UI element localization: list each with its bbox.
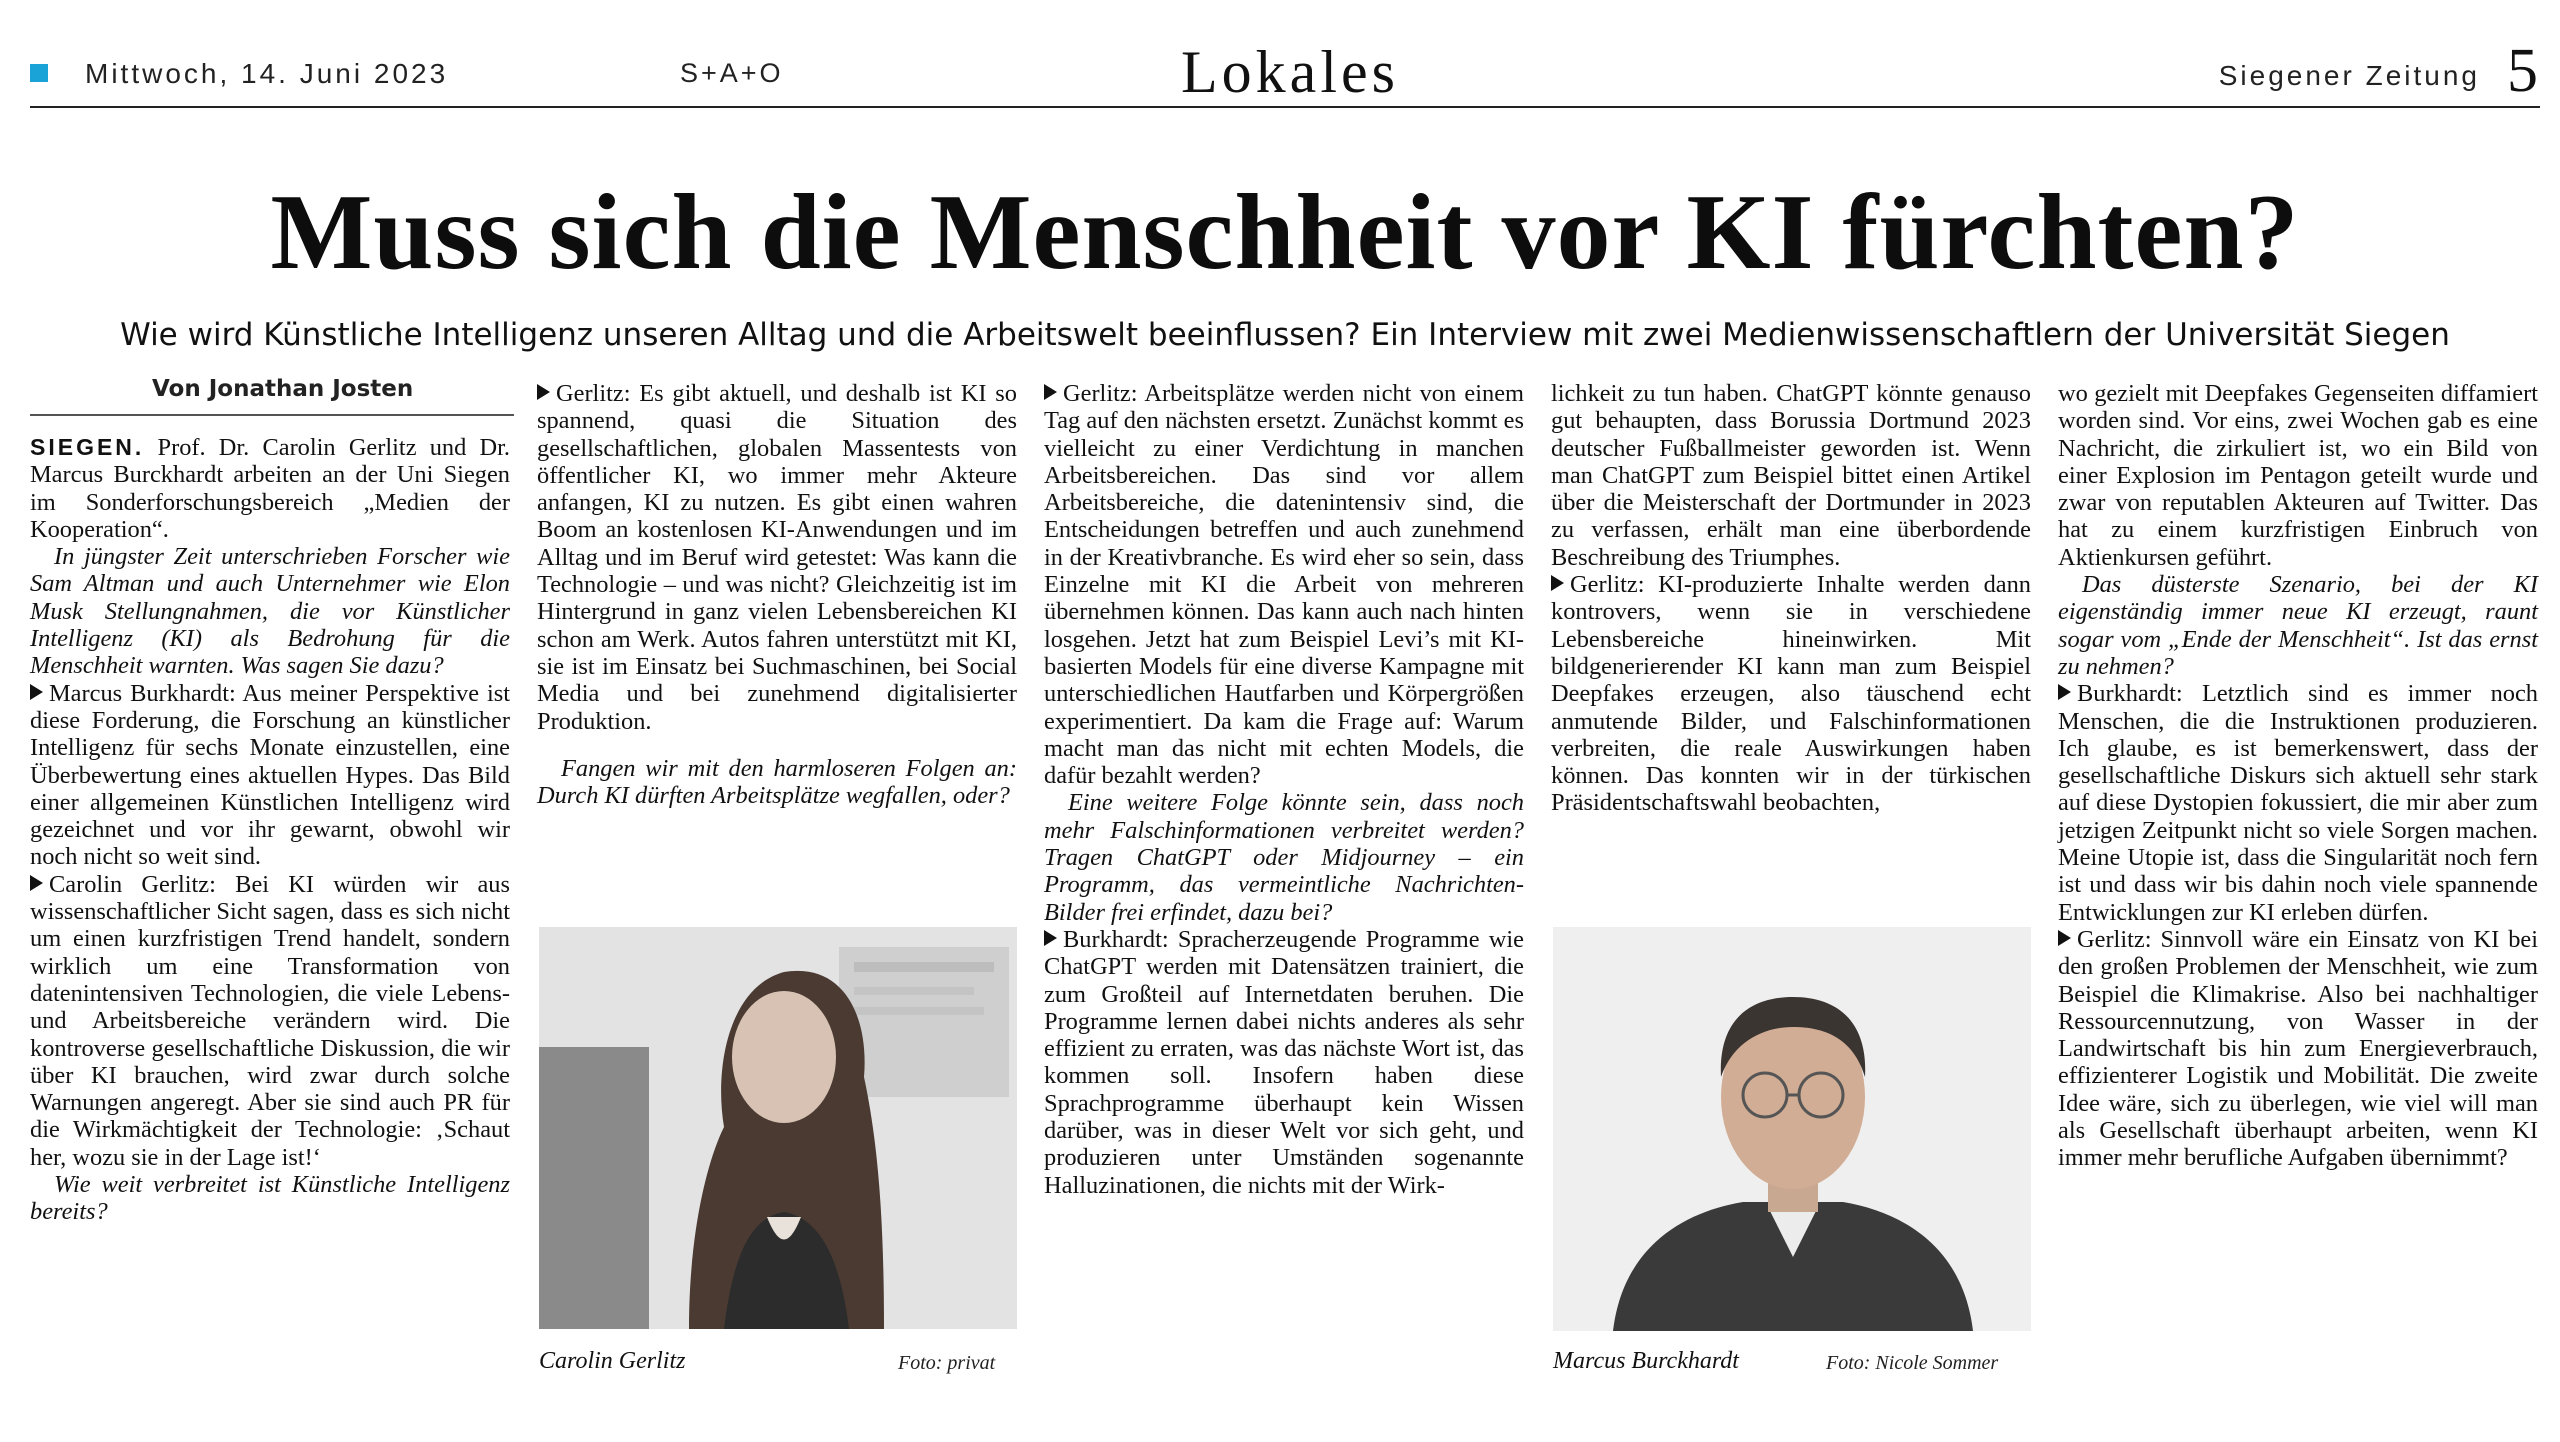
continuation-text: lichkeit zu tun haben. ChatGPT könnte genauso gut behaupten, dass Borussia Dortmund 2023 deutscher Fußballmeister geworden ist. Wenn man ChatGPT zum Beispiel bittet einen Artikel über die Meisterschaft der Dortmunder in 2023 zu verfassen, erhält man eine überbordende Beschreibung des Triumphes. bbox=[1551, 380, 2031, 571]
interview-answer bbox=[30, 680, 510, 871]
answer-text: Marcus Burkhardt: Aus meiner Perspektive ist diese Forderung, die Forschung an künstlicher Intelligenz für sechs Monate einzustellen, eine Überbewertung eines aktuellen Hypes. Das Bild einer allgemeinen Künstlichen Intelligenz wird gezeichnet und vor ihr gewarnt, obwohl wir noch nicht so weit sind. bbox=[30, 679, 510, 871]
interview-answer bbox=[2058, 680, 2538, 926]
byline: Von Jonathan Josten bbox=[152, 376, 414, 402]
article-column-2 bbox=[537, 380, 1017, 809]
portrait-photo-gerlitz bbox=[539, 927, 1017, 1329]
photo-credit: Foto: privat bbox=[898, 1352, 996, 1374]
interview-answer bbox=[2058, 926, 2538, 1172]
article-column-1 bbox=[30, 434, 510, 1226]
interview-question: Wie weit verbreitet ist Künstliche Intelligenz bereits? bbox=[30, 1171, 510, 1226]
article-column-5 bbox=[2058, 380, 2538, 1172]
dateline: SIEGEN. bbox=[30, 434, 145, 460]
portrait-illustration bbox=[539, 927, 1017, 1329]
answer-text: Burkhardt: Letztlich sind es immer noch Menschen, die die Instruktionen produzieren. Ich glaube, es ist bemerkenswert, dass der gesellschaftliche Diskurs sich aktuell sehr stark auf diese Dystopien fokussiert, die mir aber zum jetzigen Zeitpunkt nicht so viele Sorgen machen. Meine Utopie ist, dass die Singularität noch fern ist und dass wir bis dahin noch viele spannende Entwicklungen zur KI erleben dürfen. bbox=[2058, 680, 2538, 926]
lead-text: Prof. Dr. Carolin Gerlitz und Dr. Marcus Burckhardt arbeiten an der Uni Siegen im Sonderforschungsbereich „Medien der Kooperation“. bbox=[30, 434, 510, 543]
issue-date: Mittwoch, 14. Juni 2023 bbox=[85, 58, 449, 89]
portrait-photo-burckhardt bbox=[1553, 927, 2031, 1331]
continuation-text: wo gezielt mit Deepfakes Gegenseiten diffamiert worden sind. Vor eins, zwei Wochen gab es eine Nachricht, die zirkuliert ist, wo ein Bild von einer Explosion im Pentagon geteilt wurde und zwar von reputablen Akteuren auf Twitter. Das hat zu einem kurzfristigen Einbruch von Aktienkursen geführt. bbox=[2058, 380, 2538, 571]
photo-credit: Foto: Nicole Sommer bbox=[1826, 1352, 1999, 1374]
answer-marker-icon bbox=[1044, 384, 1057, 400]
article-column-4 bbox=[1551, 380, 2031, 817]
answer-text: Gerlitz: Es gibt aktuell, und deshalb ist KI so spannend, quasi die Situation des gesellschaftlichen, globalen Massentests von öffentlicher KI, wo immer mehr Akteure anfangen, KI zu nutzen. Es gibt einen wahren Boom an kostenlosen KI-Anwendungen und im Alltag und im Beruf wird getestet: Was kann die Technologie – und was nicht? Gleichzeitig ist im Hintergrund in ganz vielen Lebensbereichen KI schon am Werk. Autos fahren unterstützt mit KI, sie ist im Einsatz bei Suchmaschinen, bei Social Media und bei zunehmend digitalisierter Produktion. bbox=[537, 380, 1017, 735]
article-headline: Muss sich die Menschheit vor KI fürchten? bbox=[270, 173, 2300, 292]
portrait-illustration bbox=[1553, 927, 2031, 1331]
article-column-3 bbox=[1044, 380, 1524, 1199]
answer-text: Gerlitz: Arbeitsplätze werden nicht von einem Tag auf den nächsten ersetzt. Zunächst kommt es vielleicht zu einer Verdichtung in manchen Arbeitsbereichen. Das sind vor allem Arbeitsbereiche, die datenintensiv sind, die Entscheidungen betreffen und auch zunehmend in der Kreativbranche. Es wird eher so sein, dass Einzelne mit KI die Arbeit von mehreren übernehmen können. Das kann auch nach hinten losgehen. Jetzt hat zum Beispiel Levi’s mit KI-basierten Models für eine diverse Kampagne mit unterschiedlichen Hautfarben und Körpergrößen experimentiert. Da kam die Frage auf: Warum macht man das nicht mit echten Models, die dafür bezahlt werden? bbox=[1044, 380, 1524, 790]
photo-caption: Carolin Gerlitz bbox=[539, 1348, 686, 1374]
section-marker-square bbox=[30, 64, 48, 82]
answer-text: Carolin Gerlitz: Bei KI würden wir aus wissenschaftlicher Sicht sagen, dass es sich nicht um einen kurzfristigen Trend handelt, sondern wirklich um eine Transformation von datenintensiven Technologien, die viele Lebens- und Arbeitsbereiche verändern wird. Die kontroverse gesellschaftliche Diskussion, die wir über KI brauchen, wird zwar durch solche Warnungen angeregt. Aber sie sind auch PR für die Wirkmächtigkeit der Technologie: ‚Schaut her, wozu sie in der Lage ist!‘ bbox=[30, 870, 510, 1171]
answer-marker-icon bbox=[1551, 575, 1564, 591]
interview-question: Fangen wir mit den harmloseren Folgen an: Durch KI dürften Arbeitsplätze wegfallen, oder? bbox=[537, 754, 1017, 810]
header-rule bbox=[30, 106, 2540, 108]
answer-marker-icon bbox=[2058, 684, 2071, 700]
interview-question: Das düsterste Szenario, bei der KI eigenständig immer neue KI erzeugt, raunt sogar vom „Ende der Menschheit“. Ist das ernst zu nehmen? bbox=[2058, 571, 2538, 680]
page-number: 5 bbox=[2507, 37, 2538, 105]
answer-marker-icon bbox=[537, 384, 550, 400]
answer-marker-icon bbox=[30, 875, 43, 891]
interview-answer bbox=[537, 380, 1017, 735]
interview-answer bbox=[1044, 926, 1524, 1199]
photo-caption: Marcus Burckhardt bbox=[1553, 1348, 1739, 1374]
answer-marker-icon bbox=[30, 684, 43, 700]
answer-marker-icon bbox=[2058, 930, 2071, 946]
interview-question: Eine weitere Folge könnte sein, dass noch mehr Falschinformationen verbreitet werden? Tragen ChatGPT oder Midjourney – ein Programm, das vermeintliche Nachrichten-Bilder frei erfindet, dazu bei? bbox=[1044, 789, 1524, 926]
interview-answer bbox=[1551, 571, 2031, 817]
interview-answer bbox=[1044, 380, 1524, 789]
interview-answer bbox=[30, 871, 510, 1171]
section-title: Lokales bbox=[1181, 39, 1399, 105]
page-header bbox=[30, 37, 2540, 106]
answer-marker-icon bbox=[1044, 930, 1057, 946]
lead-paragraph bbox=[30, 434, 510, 543]
byline-rule bbox=[30, 414, 514, 416]
edition-label: S+A+O bbox=[680, 58, 784, 88]
answer-text: Gerlitz: KI-produzierte Inhalte werden dann kontrovers, wenn sie in verschiedene Lebensbereiche hineinwirken. Mit bildgenerierender KI kann man zum Beispiel Deepfakes erzeugen, also täuschend echt anmutende Bilder, und Falschinformationen verbreiten, die reale Auswirkungen haben können. Das konnten wir in der türkischen Präsidentschaftswahl beobachten, bbox=[1551, 571, 2031, 817]
newspaper-name: Siegener Zeitung bbox=[2218, 60, 2480, 91]
answer-text: Burkhardt: Spracherzeugende Programme wie ChatGPT werden mit Datensätzen trainiert, die zum Großteil auf Internetdaten beruhen. Die Programme lernen dabei nichts anderes als sehr effizient zu erraten, was das nächste Wort ist, das kommen soll. Insofern haben diese Sprachprogramme überhaupt kein Wissen darüber, was in dieser Welt vor sich geht, und produzieren unter Umständen sogenannte Halluzinationen, die nichts mit der Wirk- bbox=[1044, 925, 1524, 1199]
article-subheadline: Wie wird Künstliche Intelligenz unseren Alltag und die Arbeitswelt beeinflussen? Ein Interview mit zwei Medienwissenschaftlern der Universität Siegen bbox=[120, 317, 2450, 353]
interview-question: In jüngster Zeit unterschrieben Forscher wie Sam Altman und auch Unternehmer wie Elon Musk Stellungnahmen, die vor Künstlicher Intelligenz (KI) als Bedrohung für die Menschheit warnten. Was sagen Sie dazu? bbox=[30, 543, 510, 680]
answer-text: Gerlitz: Sinnvoll wäre ein Einsatz von KI bei den großen Problemen der Menschheit, wie zum Beispiel die Klimakrise. Also bei nachhaltiger Ressourcennutzung, von Wasser in der Landwirtschaft bis hin zum Energieverbrauch, effizienterer Logistik und Mobilität. Die zweite Idee wäre, sich zu überlegen, wie viel will man als Gesellschaft überhaupt arbeiten, wenn KI immer mehr berufliche Aufgaben übernimmt? bbox=[2058, 925, 2538, 1172]
